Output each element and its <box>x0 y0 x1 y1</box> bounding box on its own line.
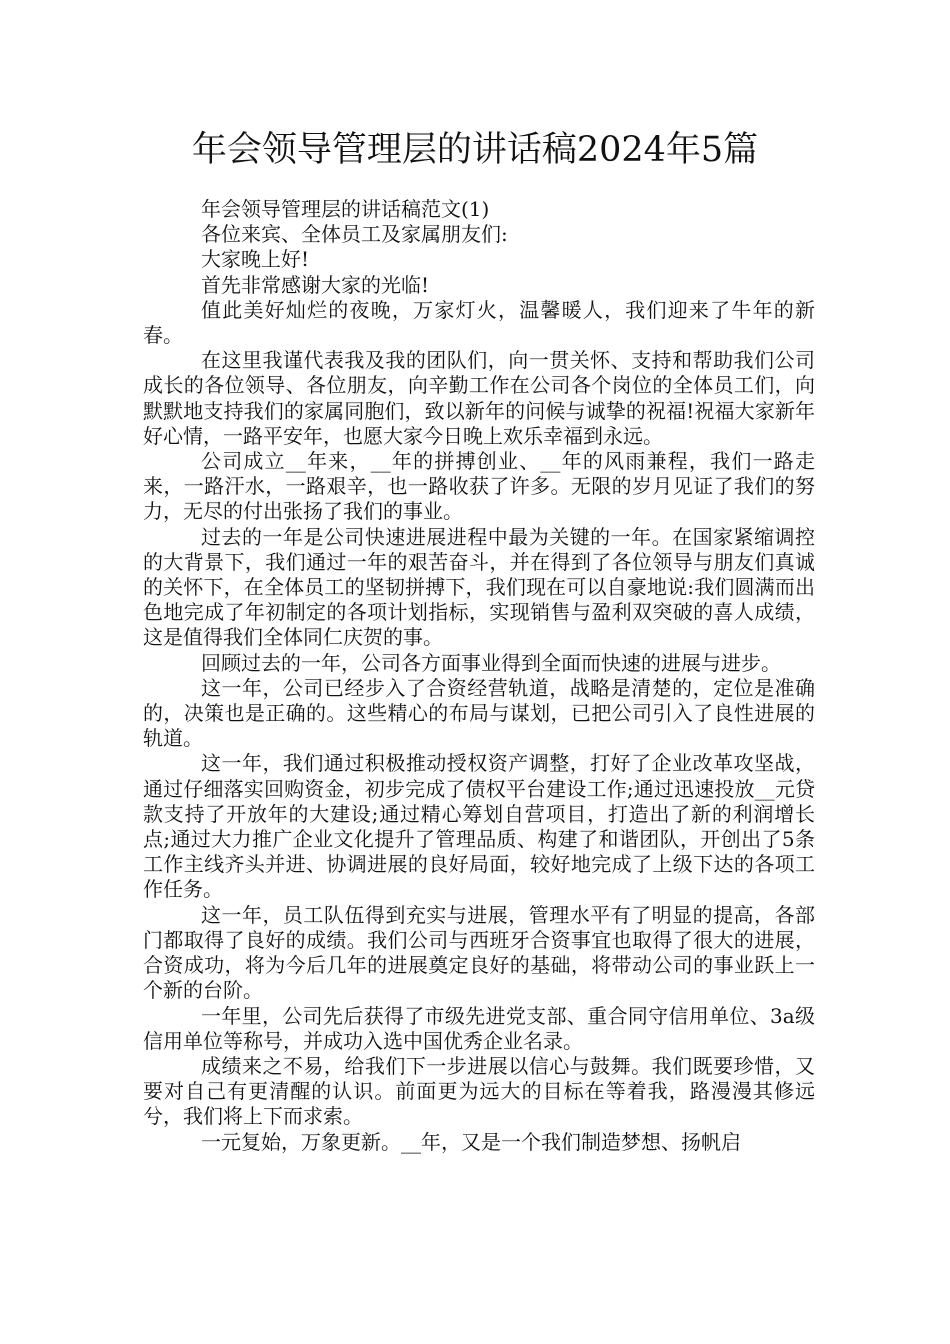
paragraph: 过去的一年是公司快速进展进程中最为关键的一年。在国家紧缩调控的大背景下，我们通过一年的艰苦奋斗，并在得到了各位领导与朋友们真诚的关怀下，在全体员工的坚韧拼搏下，我们现在可以自豪地说:我们圆满而出色地完成了年初制定的各项计划指标，实现销售与盈利双突破的喜人成绩，这是值得我们全体同仁庆贺的事。 <box>143 524 815 650</box>
document-title: 年会领导管理层的讲话稿2024年5篇 <box>191 130 759 170</box>
paragraph: 一元复始，万象更新。__年，又是一个我们制造梦想、扬帆启 <box>201 1129 741 1154</box>
paragraph: 在这里我谨代表我及我的团队们，向一贯关怀、支持和帮助我们公司成长的各位领导、各位朋友，向辛勤工作在公司各个岗位的全体员工们，向默默地支持我们的家属同胞们，致以新年的问候与诚挚的祝福!祝福大家新年好心情，一路平安年，也愿大家今日晚上欢乐幸福到永远。 <box>143 348 815 448</box>
paragraph: 这一年，公司已经步入了合资经营轨道，战略是清楚的，定位是准确的，决策也是正确的。这些精心的布局与谋划，已把公司引入了良性进展的轨道。 <box>143 675 815 751</box>
paragraph: 一年里，公司先后获得了市级先进党支部、重合同守信用单位、3a级信用单位等称号，并成功入选中国优秀企业名录。 <box>143 1003 815 1053</box>
paragraph: 回顾过去的一年，公司各方面事业得到全面而快速的进展与进步。 <box>201 650 781 675</box>
paragraph: 这一年，员工队伍得到充实与进展，管理水平有了明显的提高，各部门都取得了良好的成绩。我们公司与西班牙合资事宜也取得了很大的进展，合资成功，将为今后几年的进展奠定良好的基础，将带动公司的事业跃上一个新的台阶。 <box>143 902 815 1003</box>
paragraph: 各位来宾、全体员工及家属朋友们: <box>201 222 508 247</box>
paragraph: 成绩来之不易，给我们下一步进展以信心与鼓舞。我们既要珍惜，又要对自己有更清醒的认识。前面更为远大的目标在等着我，路漫漫其修远兮，我们将上下而求索。 <box>143 1053 815 1129</box>
paragraph: 公司成立__年来，__年的拼搏创业、__年的风雨兼程，我们一路走来，一路汗水，一路艰辛，也一路收获了许多。无限的岁月见证了我们的努力，无尽的付出张扬了我们的事业。 <box>143 449 815 524</box>
paragraph: 这一年，我们通过积极推动授权资产调整，打好了企业改革攻坚战，通过仔细落实回购资金，初步完成了债权平台建设工作;通过迅速投放__元贷款支持了开放年的大建设;通过精心筹划自营项目，打造出了新的利润增长点;通过大力推广企业文化提升了管理品质、构建了和谐团队，开创出了5条工作主线齐头并进、协调进展的良好局面，较好地完成了上级下达的各项工作任务。 <box>143 751 815 902</box>
paragraph: 值此美好灿烂的夜晚，万家灯火，温馨暖人，我们迎来了牛年的新春。 <box>143 297 815 348</box>
document-body <box>143 197 815 1155</box>
paragraph: 首先非常感谢大家的光临! <box>201 272 430 297</box>
paragraph: 年会领导管理层的讲话稿范文(1) <box>201 197 490 221</box>
paragraph: 大家晚上好! <box>201 247 310 272</box>
